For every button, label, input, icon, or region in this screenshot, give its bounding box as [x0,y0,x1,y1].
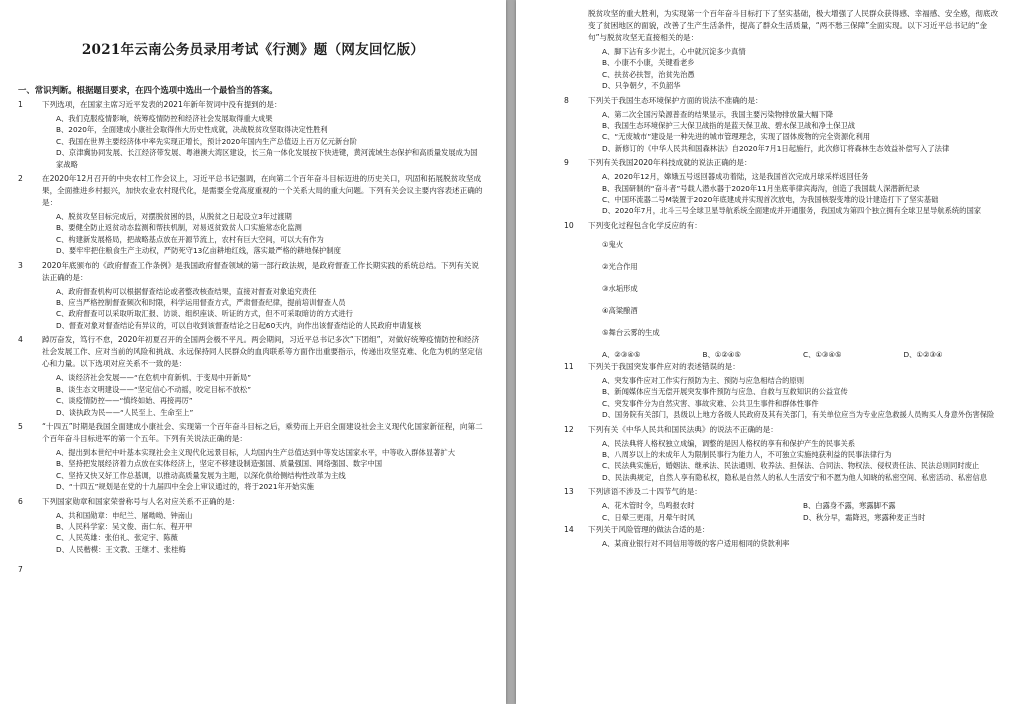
option-list [42,510,484,556]
option: A、2020年12月，嫦娥五号返回器成功着陆，这是我国首次完成月球采样返回任务 [602,172,869,182]
question-5 [18,421,484,493]
question-stem: 下列关于我国生态环境保护方面的说法不准确的是： [588,95,763,105]
option: C、中国环流器二号M装置于2020年底建成并实现首次放电，为我国核裂变堆的设计建造打下了坚实基础 [602,195,939,205]
option: C、“无废城市”建设是一种先进的城市管理理念，实现了固体废物的完全资源化利用 [602,132,871,142]
option: D、只争朝夕，不负韶华 [602,81,681,91]
question-stem: “十四五”时期是我国全面建成小康社会、实现第一个百年奋斗目标之后，乘势而上开启全面建设社会主义现代化国家新征程，向第二个百年奋斗目标进军的第一个五年。下列有关说法正确的是： [42,421,483,443]
option-list [588,171,1004,217]
question-number: 13 [564,487,574,497]
option: C、政府督查可以采取听取汇报、访谈、组织座谈、听证的方式，但不可采取暗访的方式进行 [56,309,353,319]
statement-item: ⑤舞台云雾的生成 [602,327,660,337]
question-number: 10 [564,220,574,230]
option: C、扶贫必扶智，治贫先治愚 [602,69,695,79]
choice: B、白露身不露，寒露脚不露 [803,501,896,511]
question-number: 11 [564,361,574,371]
question-stem: 下列有关《中华人民共和国民法典》的说法不正确的是： [588,424,778,434]
option: A、第二次全国污染源普查的结果显示，我国主要污染物排放量大幅下降 [602,109,834,119]
option: B、2020年，全面建成小康社会取得伟大历史性成就，决战脱贫攻坚取得决定性胜利 [56,125,328,135]
question-list-right [516,0,1024,550]
question-number: 12 [564,424,574,434]
option: A、提出到本世纪中叶基本实现社会主义现代化远景目标，人均国内生产总值达到中等发达国家水平，中等收入群体显著扩大 [56,447,456,457]
question-2 [18,173,484,257]
option: D、督查对象对督查结论有异议的，可以自收到该督查结论之日起60天内，向作出该督查结论的人民政府申请复核 [56,320,422,330]
option-list [588,538,1004,549]
option: C、构建新发展格局，把战略基点放在开源节流上，农村有巨大空间，可以大有作为 [56,234,324,244]
option: A、我们克服疫情影响，统筹疫情防控和经济社会发展取得重大成果 [56,114,273,123]
question-stem: 下列变化过程包含化学反应的有： [588,220,702,230]
statement-item: ④高粱酿酒 [602,305,638,315]
option: C、我国在世界主要经济体中率先实现正增长，预计2020年国内生产总值迈上百万亿元新台阶 [56,136,357,146]
option: A、共和国勋章：申纪兰、屠呦呦、钟南山 [56,510,193,520]
option: B、谈生态文明建设——“坚定信心不动摇，咬定目标不放松” [56,384,251,394]
choice: D、秋分早，霜降迟，寒露种麦正当时 [803,513,926,523]
question-number: 14 [564,525,574,535]
option: C、人民英雄：张伯礼、张定宇、陈薇 [56,533,178,543]
option: B、人民科学家：吴文俊、南仁东、程开甲 [56,521,193,531]
option-list [42,211,484,257]
question-8 [564,95,1004,155]
option: A、政府督查机构可以根据督查结论或者整改核查结果，直接对督查对象追究责任 [56,286,317,296]
question-9 [564,157,1004,217]
option-list [588,46,1004,92]
choice-row [588,349,1004,361]
option: B、八周岁以上的未成年人为限制民事行为能力人，不可独立实施纯获利益的民事法律行为 [602,449,892,459]
choice: A、花木管时令，鸟鸣报农时 [602,501,695,511]
option: D、“十四五”规划是在党的十九届四中全会上审议通过的，将于2021年开始实施 [56,482,314,492]
question-1 [18,99,484,170]
question-number: 4 [18,335,23,345]
option: A、突发事件应对工作实行预防为主、预防与应急相结合的原则 [602,375,805,385]
document-page-right [516,0,1024,704]
option: D、人民楷模：王文教、王继才、张桂梅 [56,544,186,554]
section-heading: 一、常识判断。根据题目要求，在四个选项中选出一个最恰当的答案。 [18,85,278,95]
question-stem: 下列关于风险管理的做法合适的是： [588,525,710,535]
statement-item: ①鬼火 [602,239,624,249]
question-stem: 下列国家勋章和国家荣誉称号与人名对应关系不正确的是： [42,496,240,506]
option-list [42,286,484,332]
question-number: 9 [564,158,569,168]
statement-item: ③水垢形成 [602,283,638,293]
option: D、要牢牢把住粮食生产主动权，严防死守13亿亩耕地红线，落实最严格的耕地保护制度 [56,246,341,256]
choice-grid [588,500,1004,524]
question-stem: 下列关于我国突发事件应对的表述错误的是： [588,361,740,371]
question-13 [564,486,1004,524]
document-page-left [0,0,506,704]
question-stem: 2020年底颁布的《政府督查工作条例》是我国政府督查领域的第一部行政法规，是政府督查工作长期实践的系统总结。下列有关说法正确的是： [42,260,479,282]
question-number: 5 [18,421,23,431]
option: B、小康不小康，关键看老乡 [602,58,695,68]
question-number: 6 [18,496,23,506]
option: C、坚持又快又好工作总基调，以推动高质量发展为主题，以深化供给侧结构性改革为主线 [56,470,346,480]
question-stem: 下列有关我国2020年科技成就的说法正确的是： [588,158,752,168]
option: D、京津冀协同发展、长江经济带发展、粤港澳大湾区建设，长三角一体化发展按下快进键，黄河流域生态保护和高质量发展成为国家战略 [56,148,478,169]
question-number: 8 [564,95,569,105]
option: C、谈疫情防控——“慎终如始、再接再厉” [56,396,193,406]
option: C、突发事件分为自然灾害、事故灾难、公共卫生事件和群体性事件 [602,398,819,408]
document-title: 2021年云南公务员录用考试《行测》题（网友回忆版） [81,42,425,58]
option: D、谈执政为民——“人民至上、生命至上” [56,407,194,417]
question-11 [564,361,1004,421]
question-4 [18,334,484,418]
option: A、脚下沾有多少泥土，心中就沉淀多少真情 [602,47,746,56]
question-list-left [0,99,506,574]
option: A、脱贫攻坚目标完成后，对摆脱贫困的县，从脱贫之日起设立3年过渡期 [56,212,292,222]
option: B、新闻媒体应当无偿开展突发事件预防与应急、自救与互救知识的公益宣传 [602,387,848,397]
option: B、应当严格控制督查频次和时限，科学运用督查方式，严肃督查纪律，提前培训督查人员 [56,298,346,308]
question-12 [564,424,1004,484]
option: B、要健全防止返贫动态监测和帮扶机制，对易返贫致贫人口实施常态化监测 [56,223,302,233]
choice: D、①②③④ [903,349,943,359]
option: C、民法典实施后，婚姻法、继承法、民法通则、收养法、担保法、合同法、物权法、侵权责任法、民法总则同时废止 [602,461,980,471]
option: D、国务院有关部门，县级以上地方各级人民政府及其有关部门，有关单位应当为专业应急救援人员购买人身意外伤害保险 [602,410,995,420]
question-stem: 下列选项，在国家主席习近平发表的2021年新年贺词中没有提到的是： [42,100,282,109]
question-stem: 踔厉奋发，笃行不怠，2020年初夏召开的全国两会极不平凡。两会期间，习近平总书记多次“下团组”，对做好统筹疫情防控和经济社会发展工作、应对当前的风险和挑战、永远保持同人民群众的血肉联系等方面作出重要指示，传递出攻坚克难、化危为机的坚定信心和力量。以下选项对应关系不一致的是： [42,335,483,369]
option-list [588,438,1004,484]
choice: C、日晕三更雨，月晕午时风 [602,513,695,523]
option-list [42,113,484,170]
option-list [588,375,1004,421]
option-list [588,109,1004,155]
question-number: 2 [18,174,23,184]
question-stem: 脱贫攻坚的重大胜利，为实现第一个百年奋斗目标打下了坚实基础，极大增强了人民群众获得感、幸福感、安全感，彻底改变了贫困地区的面貌，改善了生产生活条件，提高了群众生活质量，“两不愁三保障”全面实现。以下习近平总书记的“金句”与脱贫攻坚无直接相关的是： [588,9,999,42]
question-6 [18,496,484,556]
option: B、坚持把发展经济着力点放在实体经济上，坚定不移建设制造强国、质量强国、网络强国、数字中国 [56,459,383,469]
option: B、我国研制的“奋斗者”号载人潜水器于2020年11月坐底菲律宾海沟，创造了我国载人深潜新纪录 [602,183,920,193]
page-number: 7 [18,565,23,575]
option-list [42,372,484,418]
statement-list [588,239,1004,339]
question-14 [564,524,1004,549]
option: D、民法典规定，自然人享有隐私权，隐私是自然人的私人生活安宁和不愿为他人知晓的私密空间、私密活动、私密信息 [602,472,988,482]
option: D、2020年7月，北斗三号全球卫星导航系统全面建成并开通服务，我国成为第四个独立拥有全球卫星导航系统的国家 [602,206,982,216]
option: D、新修订的《中华人民共和国森林法》自2020年7月1日起施行，此次修订将森林生态效益补偿写入了法律 [602,143,950,153]
option: B、我国生态环境保护三大保卫战指的是蓝天保卫战、碧水保卫战和净土保卫战 [602,121,856,131]
choice: A、②③④⑤ [602,349,641,359]
question-10 [564,220,1004,361]
question-number: 3 [18,260,23,270]
question-3 [18,260,484,332]
statement-item: ②光合作用 [602,261,638,271]
choice: C、①③④⑤ [803,349,842,359]
option: A、某商业银行对不同信用等级的客户适用相同的贷款利率 [602,539,790,549]
question-number: 1 [18,100,23,109]
question-stem: 下列谚语不涉及二十四节气的是： [588,487,702,497]
option-list [42,447,484,493]
option: A、谈经济社会发展——“在危机中育新机、于变局中开新局” [56,373,251,383]
question-stem: 在2020年12月召开的中央农村工作会议上，习近平总书记强调，在向第二个百年奋斗目标迈进的历史关口，巩固和拓展脱贫攻坚成果，全面推进乡村振兴，加快农业农村现代化，是需要全党高度重视的一个关系大局的重大问题。下列有关会议主要内容表述正确的是： [42,174,483,208]
option: A、民法典将人格权独立成编，调整的是因人格权的享有和保护产生的民事关系 [602,438,856,448]
question-7-continued [564,8,1004,92]
choice: B、①②④⑤ [702,349,741,359]
